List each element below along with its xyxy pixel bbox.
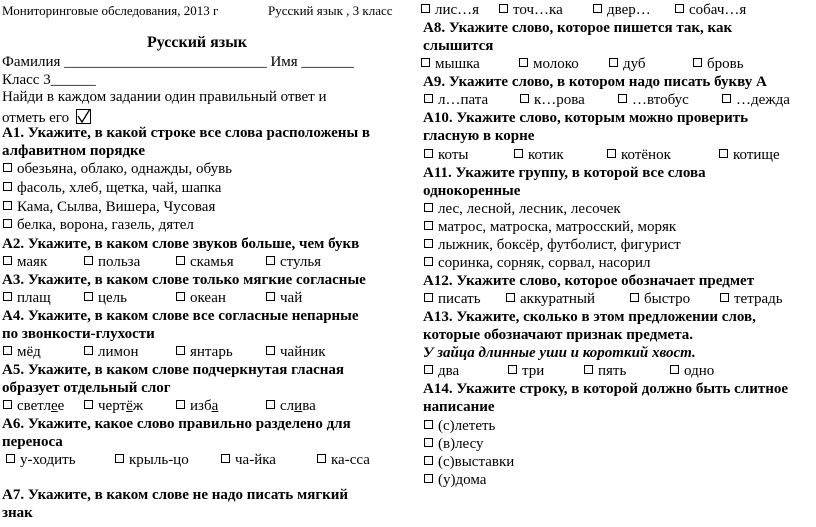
option-label: собач…я — [689, 2, 747, 18]
option-label: фасоль, хлеб, щетка, чай, шапка — [17, 180, 222, 196]
option-label: (с)лететь — [438, 418, 496, 434]
option-label: обезьяна, облако, однажды, обувь — [17, 161, 232, 177]
a5-question-1: А5. Укажите, в каком слове подчеркнутая гласная — [2, 362, 345, 378]
checkbox-icon[interactable] — [3, 163, 12, 172]
checkbox-icon[interactable] — [176, 400, 185, 409]
option-label: котёнок — [621, 147, 671, 163]
a4-option-1[interactable] — [3, 344, 70, 361]
option-label-end: е — [57, 398, 65, 414]
a14-question-1: А14. Укажите строку, в которой должно быть слитное — [423, 381, 789, 397]
checkbox-icon[interactable] — [6, 454, 15, 463]
instruction-line-2 — [2, 107, 91, 127]
a7-option-3[interactable] — [593, 2, 661, 19]
a13-question-1: А13. Укажите, сколько в этом предложении слов, — [423, 309, 756, 325]
a3-option-3[interactable] — [176, 290, 252, 307]
option-label: тетрадь — [734, 291, 783, 307]
a1-option-4[interactable] — [3, 217, 194, 234]
a5-option-1[interactable] — [3, 398, 70, 415]
checkbox-icon[interactable] — [424, 257, 433, 266]
checkbox-icon[interactable] — [584, 365, 593, 374]
a12-option-3[interactable] — [630, 291, 706, 308]
option-label-end: ва — [302, 398, 316, 414]
a2-option-2[interactable] — [84, 254, 162, 271]
a13-question-2: которые обозначают признак предмета. — [423, 327, 693, 343]
checkbox-icon[interactable] — [3, 201, 12, 210]
a6-question-1: А6. Укажите, какое слово правильно разделено для — [2, 416, 351, 432]
a9-question: А9. Укажите слово, в котором надо писать букву А — [423, 74, 767, 90]
option-label: ча-йка — [235, 452, 276, 468]
checkbox-icon[interactable] — [317, 454, 326, 463]
a12-option-2[interactable] — [506, 291, 616, 308]
checkbox-icon[interactable] — [618, 94, 627, 103]
option-label: крыль-цо — [129, 452, 189, 468]
option-label-start: светл — [17, 398, 51, 414]
a11-option-2[interactable] — [424, 219, 676, 236]
a7-question-1: А7. Укажите, в каком слове не надо писать мягкий — [2, 487, 349, 503]
a5-option-3[interactable] — [176, 398, 252, 415]
checkbox-icon[interactable] — [508, 365, 517, 374]
option-label: скамья — [190, 254, 234, 270]
checkbox-icon[interactable] — [424, 293, 433, 302]
checkbox-icon[interactable] — [675, 4, 684, 13]
checkbox-icon[interactable] — [176, 292, 185, 301]
a9-option-2[interactable] — [520, 92, 604, 109]
option-label: лимон — [98, 344, 139, 360]
a2-option-3[interactable] — [176, 254, 252, 271]
checkbox-icon[interactable] — [630, 293, 639, 302]
option-label: стулья — [280, 254, 322, 270]
checkbox-icon[interactable] — [593, 4, 602, 13]
a2-question: А2. Укажите, в каком слове звуков больше, чем букв — [2, 236, 360, 252]
checkbox-icon[interactable] — [424, 456, 433, 465]
a9-options — [424, 92, 804, 109]
option-label: (у)дома — [438, 472, 487, 488]
a2-option-1[interactable] — [3, 254, 70, 271]
option-label: ка-сса — [331, 452, 370, 468]
option-label: чайник — [280, 344, 326, 360]
a13-options — [424, 363, 728, 380]
option-label: матрос, матроска, матросский, моряк — [438, 219, 677, 235]
checkbox-icon[interactable] — [266, 346, 275, 355]
a6-option-4[interactable] — [317, 452, 370, 469]
checkbox-icon[interactable] — [424, 239, 433, 248]
checkbox-icon[interactable] — [84, 256, 93, 265]
option-label: (с)выставки — [438, 454, 515, 470]
checkbox-icon[interactable] — [424, 474, 433, 483]
option-label: котик — [528, 147, 564, 163]
a9-option-1[interactable] — [424, 92, 506, 109]
a8-question-1: А8. Укажите слово, которое пишется так, как — [423, 20, 733, 36]
a6-option-1[interactable] — [6, 452, 101, 469]
checkbox-icon[interactable] — [266, 400, 275, 409]
underlined-vowel: е — [50, 398, 58, 414]
a7-option-4[interactable] — [675, 2, 746, 19]
a8-option-4[interactable] — [693, 56, 744, 73]
a3-question: А3. Укажите, в каком слове только мягкие согласные — [2, 272, 366, 288]
checkbox-icon[interactable] — [266, 292, 275, 301]
a6-question-2: переноса — [2, 434, 63, 450]
checkbox-icon[interactable] — [719, 149, 728, 158]
underlined-vowel: ё — [126, 398, 133, 414]
a12-options — [424, 291, 797, 308]
option-label: маяк — [17, 254, 48, 270]
checkbox-icon[interactable] — [84, 346, 93, 355]
a13-option-2[interactable] — [508, 363, 570, 380]
option-label-start: сл — [280, 398, 295, 414]
a1-option-1[interactable] — [3, 161, 232, 178]
surname-line: Фамилия ___________________________ Имя _______ — [2, 54, 354, 70]
checkbox-icon[interactable] — [84, 292, 93, 301]
a13-option-3[interactable] — [584, 363, 656, 380]
a11-option-4[interactable] — [424, 255, 650, 272]
checkbox-icon[interactable] — [3, 182, 12, 191]
option-label: два — [438, 363, 460, 379]
option-label: к…рова — [534, 92, 585, 108]
option-label-end: ж — [132, 398, 144, 414]
checkbox-icon[interactable] — [520, 94, 529, 103]
a14-option-3[interactable] — [424, 454, 514, 471]
checkbox-icon[interactable] — [3, 219, 12, 228]
checkbox-icon[interactable] — [3, 400, 12, 409]
a12-question: А12. Укажите слово, которое обозначает предмет — [423, 273, 755, 289]
option-label: белка, ворона, газель, дятел — [17, 217, 194, 233]
option-label: лыжник, боксёр, футболист, фигурист — [438, 237, 681, 253]
a4-question-2: по звонкости-глухости — [2, 326, 155, 342]
checkbox-icon[interactable] — [424, 438, 433, 447]
option-label: …втобус — [632, 92, 689, 108]
a1-option-2[interactable] — [3, 180, 221, 197]
option-label: коты — [438, 147, 469, 163]
checkbox-icon[interactable] — [84, 400, 93, 409]
underlined-vowel: и — [294, 398, 303, 414]
a14-option-2[interactable] — [424, 436, 484, 453]
option-label: плащ — [17, 290, 51, 306]
option-label: польза — [98, 254, 141, 270]
checkbox-icon[interactable] — [424, 221, 433, 230]
page-title: Русский язык — [147, 34, 247, 51]
checkbox-icon[interactable] — [519, 58, 528, 67]
instruction-line-1: Найди в каждом задании один правильный ответ и — [2, 89, 327, 105]
checkbox-icon[interactable] — [424, 365, 433, 374]
option-label-start: изб — [190, 398, 212, 414]
a10-question-2: гласную в корне — [423, 128, 535, 144]
option-label: у-ходить — [20, 452, 76, 468]
checkmark-icon — [76, 109, 91, 124]
a14-question-2: написание — [423, 399, 495, 415]
a14-option-4[interactable] — [424, 472, 486, 489]
a7-options — [421, 2, 760, 19]
a10-option-1[interactable] — [424, 147, 500, 164]
a7-option-2[interactable] — [499, 2, 579, 19]
a10-option-3[interactable] — [607, 147, 705, 164]
option-label: двер… — [607, 2, 651, 18]
option-label: одно — [684, 363, 715, 379]
a11-question-2: однокоренные — [423, 183, 521, 199]
a12-option-4[interactable] — [720, 291, 783, 308]
option-label: лис…я — [435, 2, 480, 18]
a13-sentence: У зайца длинные уши и короткий хвост. — [423, 345, 696, 361]
a8-option-2[interactable] — [519, 56, 595, 73]
checkbox-icon[interactable] — [499, 4, 508, 13]
checkbox-icon[interactable] — [421, 4, 430, 13]
option-label: …дежда — [736, 92, 790, 108]
a8-options — [421, 56, 758, 73]
checkbox-icon[interactable] — [424, 149, 433, 158]
checkbox-icon[interactable] — [607, 149, 616, 158]
option-label: чай — [280, 290, 303, 306]
a5-question-2: образует отдельный слог — [2, 380, 171, 396]
a10-option-4[interactable] — [719, 147, 780, 164]
checkbox-icon[interactable] — [424, 203, 433, 212]
a5-option-2[interactable] — [84, 398, 162, 415]
option-label: котище — [733, 147, 780, 163]
a1-question-2: алфавитном порядке — [2, 143, 145, 159]
a11-option-3[interactable] — [424, 237, 681, 254]
option-label: соринка, сорняк, сорвал, насорил — [438, 255, 651, 271]
checkbox-icon[interactable] — [722, 94, 731, 103]
a4-option-2[interactable] — [84, 344, 162, 361]
checkbox-icon[interactable] — [514, 149, 523, 158]
option-label: л…пата — [438, 92, 489, 108]
a11-option-1[interactable] — [424, 201, 621, 218]
a12-option-1[interactable] — [424, 291, 492, 308]
a9-option-3[interactable] — [618, 92, 708, 109]
option-label: Кама, Сылва, Вишера, Чусовая — [17, 199, 216, 215]
checkbox-icon[interactable] — [3, 256, 12, 265]
header-left: Мониторинговые обследования, 2013 г — [2, 3, 219, 18]
option-label: бровь — [707, 56, 744, 72]
a1-option-3[interactable] — [3, 199, 215, 216]
option-label: дуб — [623, 56, 646, 72]
checkbox-icon[interactable] — [506, 293, 515, 302]
header-right: Русский язык , 3 класс — [268, 3, 393, 18]
option-label: писать — [438, 291, 481, 307]
a13-option-4[interactable] — [670, 363, 714, 380]
a8-option-3[interactable] — [609, 56, 679, 73]
underlined-vowel: а — [211, 398, 219, 414]
option-label: молоко — [533, 56, 579, 72]
a10-option-2[interactable] — [514, 147, 593, 164]
option-label: пять — [598, 363, 627, 379]
option-label: аккуратный — [520, 291, 595, 307]
class-line: Класс 3______ — [2, 72, 96, 88]
option-label: океан — [190, 290, 226, 306]
a7-question-2: знак — [2, 505, 33, 521]
checkbox-icon[interactable] — [221, 454, 230, 463]
option-label: быстро — [644, 291, 691, 307]
option-label: точ…ка — [513, 2, 563, 18]
a10-question-1: А10. Укажите слово, которым можно проверить — [423, 110, 749, 126]
a2-option-4[interactable] — [266, 254, 321, 271]
checkbox-icon[interactable] — [424, 94, 433, 103]
a11-question-1: А11. Укажите группу, в которой все слова — [423, 165, 706, 181]
a6-options — [6, 452, 384, 469]
a3-option-4[interactable] — [266, 290, 302, 307]
a1-question-1: А1. Укажите, в какой строке все слова расположены в — [2, 125, 371, 141]
a8-option-1[interactable] — [421, 56, 505, 73]
option-label: три — [522, 363, 545, 379]
option-label: мышка — [435, 56, 480, 72]
a3-option-2[interactable] — [84, 290, 162, 307]
option-label: (в)лесу — [438, 436, 484, 452]
a3-options — [3, 290, 316, 307]
a4-options — [3, 344, 340, 361]
option-label: цель — [98, 290, 128, 306]
a9-option-4[interactable] — [722, 92, 790, 109]
checkbox-icon[interactable] — [424, 420, 433, 429]
a2-options — [3, 254, 335, 271]
checkbox-icon[interactable] — [3, 292, 12, 301]
a10-options — [424, 147, 794, 164]
option-label: лес, лесной, лесник, лесочек — [438, 201, 621, 217]
checkbox-icon[interactable] — [266, 256, 275, 265]
option-label: янтарь — [190, 344, 233, 360]
checkbox-icon[interactable] — [3, 346, 12, 355]
instruction-line-2-text: отметь его — [2, 110, 70, 126]
option-label: мёд — [17, 344, 41, 360]
a8-question-2: слышится — [423, 38, 494, 54]
a5-options — [3, 398, 330, 415]
checkbox-icon[interactable] — [609, 58, 618, 67]
a13-option-1[interactable] — [424, 363, 494, 380]
option-label-start: черт — [98, 398, 127, 414]
checkbox-icon[interactable] — [720, 293, 729, 302]
a4-option-4[interactable] — [266, 344, 326, 361]
a6-option-3[interactable] — [221, 452, 303, 469]
checkbox-icon[interactable] — [693, 58, 702, 67]
a7-option-1[interactable] — [421, 2, 485, 19]
checkbox-icon[interactable] — [176, 346, 185, 355]
a4-option-3[interactable] — [176, 344, 252, 361]
a14-option-1[interactable] — [424, 418, 495, 435]
a5-option-4[interactable] — [266, 398, 316, 415]
checkbox-icon[interactable] — [176, 256, 185, 265]
a4-question-1: А4. Укажите, в каком слове все согласные непарные — [2, 308, 359, 324]
checkbox-icon[interactable] — [421, 58, 430, 67]
a3-option-1[interactable] — [3, 290, 70, 307]
checkbox-icon[interactable] — [115, 454, 124, 463]
checkbox-icon[interactable] — [670, 365, 679, 374]
a6-option-2[interactable] — [115, 452, 207, 469]
